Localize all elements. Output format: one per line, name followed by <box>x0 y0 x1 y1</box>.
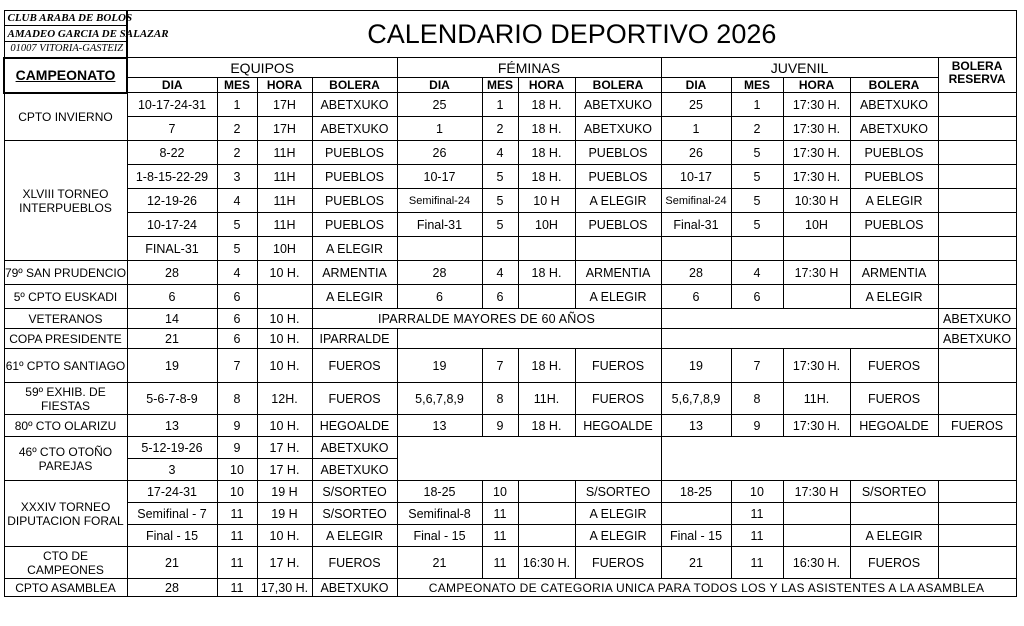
cell: 9 <box>731 415 783 437</box>
cell: FUEROS <box>850 547 938 579</box>
cell: ABETXUKO <box>312 579 397 597</box>
cell: 13 <box>127 415 217 437</box>
cell <box>850 503 938 525</box>
table-row <box>4 437 1016 459</box>
header-feminas: FÉMINAS <box>397 58 661 78</box>
cell: 7 <box>217 349 257 383</box>
cell: 10 <box>482 481 518 503</box>
cell: 11H <box>257 213 312 237</box>
cell: 10-17 <box>397 165 482 189</box>
cell <box>938 547 1016 579</box>
cell: 10:30 H <box>783 189 850 213</box>
cell: 11 <box>731 503 783 525</box>
cell <box>783 503 850 525</box>
cell: Semifinal-8 <box>397 503 482 525</box>
club-street: AMADEO GARCIA DE SALAZAR <box>4 26 127 42</box>
table-row <box>4 189 1016 213</box>
cell: 17:30 H <box>783 481 850 503</box>
cell <box>938 189 1016 213</box>
cell: A ELEGIR <box>850 285 938 309</box>
cell: 17:30 H. <box>783 117 850 141</box>
cell: Semifinal - 7 <box>127 503 217 525</box>
cell: 8-22 <box>127 141 217 165</box>
cell: ABETXUKO <box>312 93 397 117</box>
competition-name: COPA PRESIDENTE <box>4 329 127 349</box>
cell: ARMENTIA <box>575 261 661 285</box>
cell <box>938 285 1016 309</box>
cell: 12H. <box>257 383 312 415</box>
cell: 10 H. <box>257 525 312 547</box>
cell <box>938 117 1016 141</box>
cell: 5,6,7,8,9 <box>661 383 731 415</box>
cell: PUEBLOS <box>575 213 661 237</box>
col-bolera: BOLERA <box>575 78 661 93</box>
cell: 5 <box>482 189 518 213</box>
cell: PUEBLOS <box>575 141 661 165</box>
cell: 28 <box>127 579 217 597</box>
competition-name: 59º EXHIB. DE FIESTAS <box>4 383 127 415</box>
cell: FUEROS <box>938 415 1016 437</box>
empty-cell <box>397 329 661 349</box>
competition-name: XXXIV TORNEO DIPUTACION FORAL <box>4 481 127 547</box>
cell: 11H <box>257 141 312 165</box>
cell: 11 <box>482 525 518 547</box>
competition-name: VETERANOS <box>4 309 127 329</box>
cell: 18 H. <box>518 415 575 437</box>
cell: A ELEGIR <box>575 525 661 547</box>
cell: 11H. <box>518 383 575 415</box>
cell: FUEROS <box>312 547 397 579</box>
cell <box>938 93 1016 117</box>
table-row <box>4 237 1016 261</box>
header-bolera-reserva <box>938 58 1016 93</box>
cell: 13 <box>397 415 482 437</box>
cell <box>783 285 850 309</box>
cell: FUEROS <box>575 383 661 415</box>
cell: 18 H. <box>518 349 575 383</box>
cell: 7 <box>731 349 783 383</box>
table-row <box>4 329 1016 349</box>
cell: 11 <box>217 547 257 579</box>
cell: 8 <box>217 383 257 415</box>
cell: A ELEGIR <box>575 285 661 309</box>
cell: A ELEGIR <box>850 525 938 547</box>
cell: ABETXUKO <box>312 117 397 141</box>
cell: 18 H. <box>518 93 575 117</box>
cell: 9 <box>482 415 518 437</box>
cell: A ELEGIR <box>575 503 661 525</box>
cell: HEGOALDE <box>850 415 938 437</box>
cell: S/SORTEO <box>312 481 397 503</box>
cell: 14 <box>127 309 217 329</box>
cell: 6 <box>661 285 731 309</box>
cell: HEGOALDE <box>575 415 661 437</box>
cell: 5 <box>217 237 257 261</box>
cell: A ELEGIR <box>312 525 397 547</box>
cell: 19 <box>661 349 731 383</box>
col-hora: HORA <box>257 78 312 93</box>
cell <box>938 237 1016 261</box>
cell <box>938 213 1016 237</box>
cell: PUEBLOS <box>850 141 938 165</box>
cell <box>938 383 1016 415</box>
cell: 19 H <box>257 503 312 525</box>
cell: Final - 15 <box>397 525 482 547</box>
cell: PUEBLOS <box>312 141 397 165</box>
cell: 1-8-15-22-29 <box>127 165 217 189</box>
cell <box>661 237 731 261</box>
cell <box>938 165 1016 189</box>
cell: FUEROS <box>312 383 397 415</box>
cell: 10 H. <box>257 329 312 349</box>
cell <box>257 285 312 309</box>
table-row <box>4 261 1016 285</box>
table-row <box>4 579 1016 597</box>
cell: 17:30 H. <box>783 349 850 383</box>
cell: 10-17-24-31 <box>127 93 217 117</box>
cell: Final-31 <box>397 213 482 237</box>
cell: 5 <box>731 165 783 189</box>
cell: 19 <box>397 349 482 383</box>
cell: 11 <box>217 579 257 597</box>
col-dia: DIA <box>661 78 731 93</box>
empty-cell <box>661 309 938 329</box>
page-title: CALENDARIO DEPORTIVO 2026 <box>127 11 1016 58</box>
table-row <box>4 285 1016 309</box>
cell: 10 H. <box>257 309 312 329</box>
cell: 5 <box>217 213 257 237</box>
cell: ABETXUKO <box>312 459 397 481</box>
cell: 6 <box>731 285 783 309</box>
cell: 10 <box>217 459 257 481</box>
cell: 1 <box>661 117 731 141</box>
cell: 18 H. <box>518 117 575 141</box>
cell <box>575 237 661 261</box>
col-bolera: BOLERA <box>850 78 938 93</box>
cell <box>518 285 575 309</box>
competition-name: CPTO INVIERNO <box>4 93 127 141</box>
cell: 11H <box>257 165 312 189</box>
cell: 6 <box>397 285 482 309</box>
cell: ARMENTIA <box>850 261 938 285</box>
cell: 28 <box>661 261 731 285</box>
cell: 12-19-26 <box>127 189 217 213</box>
cell: 2 <box>731 117 783 141</box>
cell <box>397 237 482 261</box>
cell: 4 <box>217 261 257 285</box>
cell: 10 <box>217 481 257 503</box>
competition-name: 80º CTO OLARIZU <box>4 415 127 437</box>
col-hora: HORA <box>783 78 850 93</box>
cell: 11 <box>731 547 783 579</box>
cell: A ELEGIR <box>575 189 661 213</box>
cell: 26 <box>397 141 482 165</box>
asamblea-note: CAMPEONATO DE CATEGORIA UNICA PARA TODOS LOS Y LAS ASISTENTES A LA ASAMBLEA <box>397 579 1016 597</box>
cell: FINAL-31 <box>127 237 217 261</box>
cell: 5 <box>731 189 783 213</box>
cell: 17H <box>257 117 312 141</box>
cell: 10 H. <box>257 415 312 437</box>
cell: 1 <box>397 117 482 141</box>
cell: ABETXUKO <box>850 93 938 117</box>
table-row <box>4 141 1016 165</box>
empty-cell <box>661 437 1016 481</box>
cell: ABETXUKO <box>575 93 661 117</box>
cell: Semifinal-24 <box>397 189 482 213</box>
cell <box>938 503 1016 525</box>
col-dia: DIA <box>397 78 482 93</box>
cell: 19 H <box>257 481 312 503</box>
cell: 11 <box>731 525 783 547</box>
cell: 9 <box>217 437 257 459</box>
cell <box>938 141 1016 165</box>
cell: 1 <box>217 93 257 117</box>
cell: ARMENTIA <box>312 261 397 285</box>
cell: 17:30 H. <box>783 415 850 437</box>
cell: 25 <box>661 93 731 117</box>
veteranos-note: IPARRALDE MAYORES DE 60 AÑOS <box>312 309 661 329</box>
cell: 13 <box>661 415 731 437</box>
cell: 11H. <box>783 383 850 415</box>
cell: 10 H <box>518 189 575 213</box>
cell: 6 <box>482 285 518 309</box>
cell: 11 <box>482 547 518 579</box>
table-row <box>4 547 1016 579</box>
cell: 16:30 H. <box>518 547 575 579</box>
table-row <box>4 349 1016 383</box>
cell: IPARRALDE <box>312 329 397 349</box>
cell: 10 H. <box>257 349 312 383</box>
cell <box>518 503 575 525</box>
col-mes: MES <box>482 78 518 93</box>
cell <box>938 261 1016 285</box>
cell: 5 <box>731 141 783 165</box>
calendar-sheet <box>3 10 1015 597</box>
cell: 21 <box>127 547 217 579</box>
cell: Final - 15 <box>661 525 731 547</box>
cell: 26 <box>661 141 731 165</box>
cell: ABETXUKO <box>312 437 397 459</box>
calendar-table <box>3 10 1017 597</box>
cell: 9 <box>217 415 257 437</box>
cell: 4 <box>482 141 518 165</box>
cell <box>850 237 938 261</box>
cell: 11 <box>217 503 257 525</box>
table-row <box>4 481 1016 503</box>
cell: ABETXUKO <box>575 117 661 141</box>
cell: FUEROS <box>850 349 938 383</box>
cell: A ELEGIR <box>312 285 397 309</box>
cell: 7 <box>127 117 217 141</box>
header-reserva-label: RESERVA <box>948 72 1006 86</box>
cell: 25 <box>397 93 482 117</box>
club-city: 01007 VITORIA-GASTEIZ <box>4 42 127 58</box>
cell <box>731 237 783 261</box>
cell: 5-6-7-8-9 <box>127 383 217 415</box>
cell: 17-24-31 <box>127 481 217 503</box>
club-name: CLUB ARABA DE BOLOS <box>4 11 127 26</box>
col-mes: MES <box>731 78 783 93</box>
cell: 10-17 <box>661 165 731 189</box>
cell: PUEBLOS <box>312 213 397 237</box>
col-mes: MES <box>217 78 257 93</box>
competition-name: CPTO ASAMBLEA <box>4 579 127 597</box>
cell: 17:30 H. <box>783 165 850 189</box>
cell: 10-17-24 <box>127 213 217 237</box>
cell: 17 H. <box>257 459 312 481</box>
cell: S/SORTEO <box>850 481 938 503</box>
table-row <box>4 503 1016 525</box>
cell: 17:30 H <box>783 261 850 285</box>
col-bolera: BOLERA <box>312 78 397 93</box>
cell: 17:30 H. <box>783 93 850 117</box>
table-row <box>4 415 1016 437</box>
empty-cell <box>661 329 938 349</box>
empty-cell <box>397 437 661 481</box>
header-equipos: EQUIPOS <box>127 58 397 78</box>
cell: Semifinal-24 <box>661 189 731 213</box>
cell: 18 H. <box>518 165 575 189</box>
cell: PUEBLOS <box>575 165 661 189</box>
cell: 1 <box>482 93 518 117</box>
cell: 5 <box>731 213 783 237</box>
competition-name: 5º CPTO EUSKADI <box>4 285 127 309</box>
col-dia: DIA <box>127 78 217 93</box>
cell: 8 <box>482 383 518 415</box>
cell: 18-25 <box>397 481 482 503</box>
cell: ABETXUKO <box>938 309 1016 329</box>
cell: 11 <box>482 503 518 525</box>
cell <box>938 349 1016 383</box>
table-row <box>4 213 1016 237</box>
cell: PUEBLOS <box>312 189 397 213</box>
cell: 28 <box>397 261 482 285</box>
cell <box>518 481 575 503</box>
cell: 3 <box>217 165 257 189</box>
cell: 21 <box>127 329 217 349</box>
cell: 10 <box>731 481 783 503</box>
cell: 16:30 H. <box>783 547 850 579</box>
cell: 5,6,7,8,9 <box>397 383 482 415</box>
competition-name: XLVIII TORNEO INTERPUEBLOS <box>4 141 127 261</box>
cell: Final - 15 <box>127 525 217 547</box>
cell: FUEROS <box>312 349 397 383</box>
cell: 21 <box>661 547 731 579</box>
cell: 17,30 H. <box>257 579 312 597</box>
cell <box>783 525 850 547</box>
cell: Final-31 <box>661 213 731 237</box>
cell: PUEBLOS <box>850 165 938 189</box>
table-row <box>4 165 1016 189</box>
col-hora: HORA <box>518 78 575 93</box>
header-campeonato: CAMPEONATO <box>4 58 127 93</box>
competition-name: 46º CTO OTOÑO PAREJAS <box>4 437 127 481</box>
cell <box>783 237 850 261</box>
cell: 18 H. <box>518 261 575 285</box>
cell: 11 <box>217 525 257 547</box>
header-juvenil: JUVENIL <box>661 58 938 78</box>
cell: 1 <box>731 93 783 117</box>
cell: 10H <box>783 213 850 237</box>
cell <box>938 481 1016 503</box>
cell <box>518 525 575 547</box>
table-row <box>4 525 1016 547</box>
header-bolera-label: BOLERA <box>951 59 1003 73</box>
cell: S/SORTEO <box>312 503 397 525</box>
cell: 2 <box>482 117 518 141</box>
cell: 4 <box>482 261 518 285</box>
cell <box>661 503 731 525</box>
cell: 6 <box>217 329 257 349</box>
cell: 17H <box>257 93 312 117</box>
competition-name: 79º SAN PRUDENCIO <box>4 261 127 285</box>
cell: FUEROS <box>850 383 938 415</box>
cell: 18 H. <box>518 141 575 165</box>
cell: 7 <box>482 349 518 383</box>
cell: 10H <box>257 237 312 261</box>
cell: 5 <box>482 165 518 189</box>
cell: 19 <box>127 349 217 383</box>
cell: 4 <box>731 261 783 285</box>
cell: 6 <box>217 285 257 309</box>
cell: HEGOALDE <box>312 415 397 437</box>
cell <box>518 237 575 261</box>
cell: PUEBLOS <box>312 165 397 189</box>
table-row <box>4 309 1016 329</box>
cell: S/SORTEO <box>575 481 661 503</box>
cell: PUEBLOS <box>850 213 938 237</box>
cell: 11H <box>257 189 312 213</box>
table-row <box>4 117 1016 141</box>
cell: 5 <box>482 213 518 237</box>
cell: FUEROS <box>575 547 661 579</box>
cell: 21 <box>397 547 482 579</box>
cell: A ELEGIR <box>312 237 397 261</box>
cell: 8 <box>731 383 783 415</box>
competition-name: CTO DE CAMPEONES <box>4 547 127 579</box>
cell: ABETXUKO <box>850 117 938 141</box>
cell <box>482 237 518 261</box>
cell: 2 <box>217 141 257 165</box>
cell: 6 <box>217 309 257 329</box>
cell: 2 <box>217 117 257 141</box>
cell: ABETXUKO <box>938 329 1016 349</box>
cell <box>938 525 1016 547</box>
cell: FUEROS <box>575 349 661 383</box>
cell: 10 H. <box>257 261 312 285</box>
cell: 28 <box>127 261 217 285</box>
table-row <box>4 93 1016 117</box>
cell: 10H <box>518 213 575 237</box>
cell: 3 <box>127 459 217 481</box>
cell: 17 H. <box>257 437 312 459</box>
cell: 17:30 H. <box>783 141 850 165</box>
cell: 5-12-19-26 <box>127 437 217 459</box>
cell: 6 <box>127 285 217 309</box>
cell: 17 H. <box>257 547 312 579</box>
cell: 4 <box>217 189 257 213</box>
table-row <box>4 383 1016 415</box>
competition-name: 61º CPTO SANTIAGO <box>4 349 127 383</box>
cell: 18-25 <box>661 481 731 503</box>
cell: A ELEGIR <box>850 189 938 213</box>
